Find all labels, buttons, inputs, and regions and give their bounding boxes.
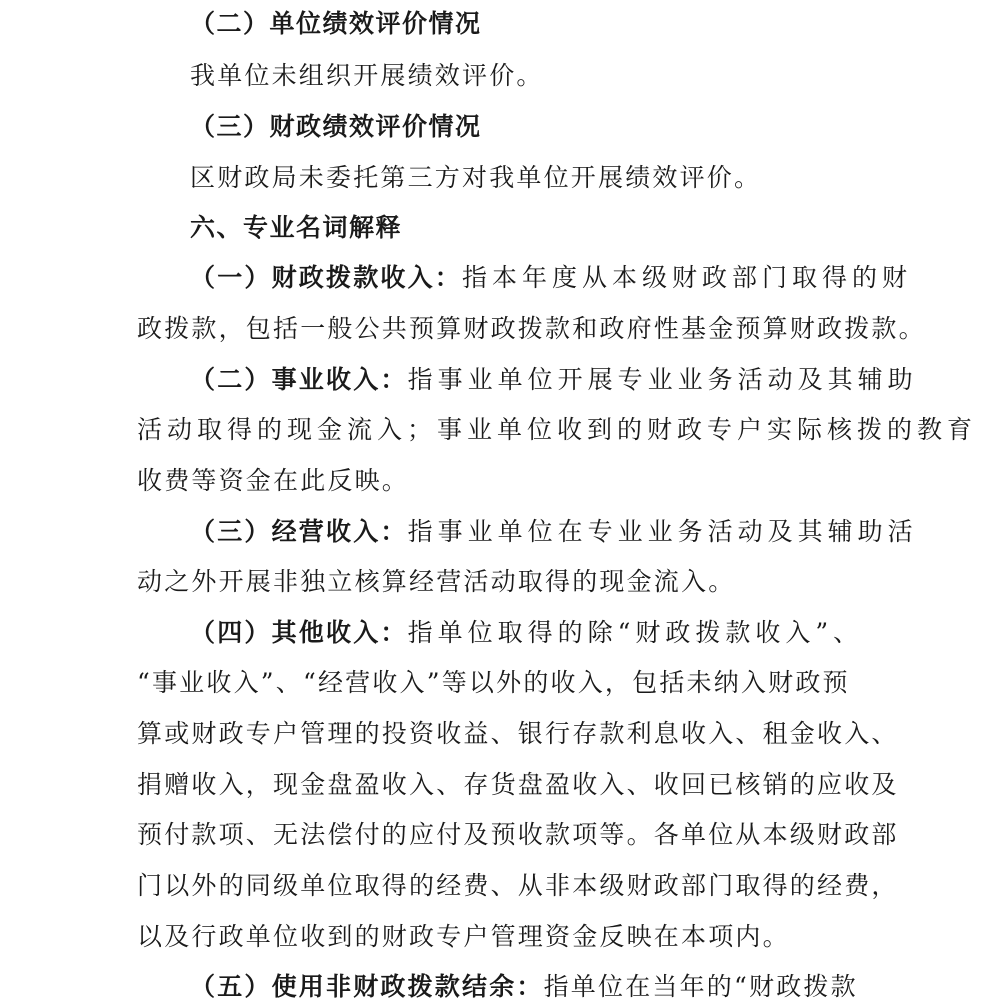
term-text: 以及行政单位收到的财政专户管理资金反映在本项内。 [137,922,790,951]
glossary-title: 六、专业名词解释 [190,213,403,242]
term-entry [190,618,863,648]
term-text: 指事业单位在专业业务活动及其辅助活 [407,517,918,546]
term-entry [190,365,918,395]
term-text: 门以外的同级单位取得的经费、从非本级财政部门取得的经费， [137,871,899,900]
section-body-performance-unit: 我单位未组织开展绩效评价。 [190,61,544,90]
section-heading-performance-finance: （三）财政绩效评价情况 [190,112,482,141]
term-text: 算或财政专户管理的投资收益、银行存款利息收入、租金收入、 [137,719,899,748]
term-text: 指事业单位开展专业业务活动及其辅助 [407,365,918,394]
term-text: 预付款项、无法偿付的应付及预收款项等。各单位从本级财政部 [137,820,899,849]
term-label: （五）使用非财政拨款结余： [190,972,544,1001]
term-text: 指本年度从本级财政部门取得的财 [462,263,913,292]
term-label: （二）事业收入： [190,365,408,394]
section-heading-performance-unit: （二）单位绩效评价情况 [190,9,482,38]
term-entry [190,517,918,547]
term-entry [190,263,912,293]
term-text: 指单位取得的除“财政拨款收入”、 [407,618,864,647]
term-text: 活动取得的现金流入；事业单位收到的财政专户实际核拨的教育 [137,415,978,444]
term-text: “事业收入”、“经营收入”等以外的收入，包括未纳入财政预 [137,668,850,697]
section-body-performance-finance: 区财政局未委托第三方对我单位开展绩效评价。 [190,163,762,192]
term-text: 动之外开展非独立核算经营活动取得的现金流入。 [137,567,736,596]
term-text: 政拨款，包括一般公共预算财政拨款和政府性基金预算财政拨款。 [137,314,926,343]
term-text: 收费等资金在此反映。 [137,466,410,495]
term-label: （四）其他收入： [190,618,408,647]
term-label: （一）财政拨款收入： [190,263,463,292]
term-text: 捐赠收入，现金盘盈收入、存货盘盈收入、收回已核销的应收及 [137,770,899,799]
term-entry [190,972,858,1002]
term-label: （三）经营收入： [190,517,408,546]
term-text: 指单位在当年的“财政拨款 [543,972,858,1001]
